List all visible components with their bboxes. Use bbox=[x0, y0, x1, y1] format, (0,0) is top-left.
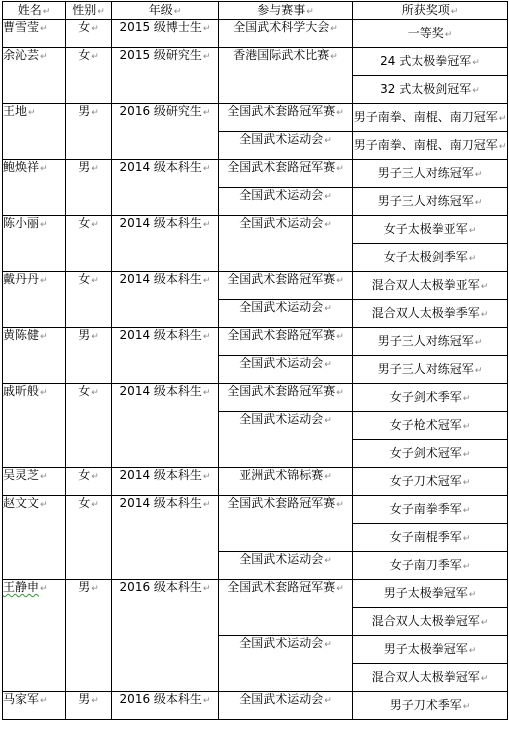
award-cell: 一等奖↵ bbox=[353, 20, 508, 48]
competition-cell: 全国武术运动会↵ bbox=[219, 188, 353, 216]
student-gender-cell: 男↵ bbox=[66, 692, 112, 720]
header-cell: 年级↵ bbox=[112, 2, 219, 20]
student-grade-cell: 2015 级博士生↵ bbox=[112, 20, 219, 48]
student-name-cell: 陈小丽↵ bbox=[3, 216, 66, 272]
header-cell: 所获奖项↵ bbox=[353, 2, 508, 20]
award-cell: 24 式太极拳冠军↵ bbox=[353, 48, 508, 76]
student-gender-cell: 女↵ bbox=[66, 496, 112, 580]
student-gender-cell: 女↵ bbox=[66, 216, 112, 272]
table-row bbox=[3, 580, 508, 608]
awards-table-body bbox=[3, 20, 508, 720]
table-row bbox=[3, 216, 508, 244]
student-grade-cell: 2014 级本科生↵ bbox=[112, 272, 219, 328]
competition-cell: 全国武术运动会↵ bbox=[219, 216, 353, 272]
student-name-cell: 马家军↵ bbox=[3, 692, 66, 720]
student-grade-cell: 2014 级本科生↵ bbox=[112, 468, 219, 496]
award-cell: 男子三人对练冠军↵ bbox=[353, 160, 508, 188]
competition-cell: 全国武术运动会↵ bbox=[219, 132, 353, 160]
award-cell: 男子太极拳冠军↵ bbox=[353, 636, 508, 664]
award-cell: 混合双人太极拳冠军↵ bbox=[353, 608, 508, 636]
student-name-cell: 戴丹丹↵ bbox=[3, 272, 66, 328]
table-row bbox=[3, 48, 508, 76]
student-gender-cell: 女↵ bbox=[66, 272, 112, 328]
student-grade-cell: 2014 级本科生↵ bbox=[112, 160, 219, 216]
award-cell: 女子刀术冠军↵ bbox=[353, 468, 508, 496]
student-name-cell: 余沁芸↵ bbox=[3, 48, 66, 104]
header-cell: 姓名↵ bbox=[3, 2, 66, 20]
award-cell: 男子三人对练冠军↵ bbox=[353, 328, 508, 356]
student-grade-cell: 2014 级本科生↵ bbox=[112, 496, 219, 580]
table-row bbox=[3, 272, 508, 300]
student-name-cell: 王地↵ bbox=[3, 104, 66, 160]
student-grade-cell: 2016 级研究生↵ bbox=[112, 104, 219, 160]
student-grade-cell: 2016 级本科生↵ bbox=[112, 692, 219, 720]
award-cell: 男子南拳、南棍、南刀冠军↵ bbox=[353, 104, 508, 132]
award-cell: 女子南刀季军↵ bbox=[353, 552, 508, 580]
competition-cell: 全国武术套路冠军赛↵ bbox=[219, 384, 353, 412]
competition-cell: 全国武术套路冠军赛↵ bbox=[219, 580, 353, 636]
student-grade-cell: 2014 级本科生↵ bbox=[112, 384, 219, 468]
competition-cell: 全国武术套路冠军赛↵ bbox=[219, 160, 353, 188]
award-cell: 男子三人对练冠军↵ bbox=[353, 188, 508, 216]
student-gender-cell: 男↵ bbox=[66, 104, 112, 160]
student-name-cell: 曹雪莹↵ bbox=[3, 20, 66, 48]
table-row bbox=[3, 692, 508, 720]
competition-cell: 全国武术运动会↵ bbox=[219, 412, 353, 468]
table-row bbox=[3, 328, 508, 356]
competition-cell: 全国武术套路冠军赛↵ bbox=[219, 496, 353, 552]
student-grade-cell: 2014 级本科生↵ bbox=[112, 216, 219, 272]
student-name-cell: 鲍焕祥↵ bbox=[3, 160, 66, 216]
competition-cell: 全国武术科学大会↵ bbox=[219, 20, 353, 48]
competition-cell: 全国武术套路冠军赛↵ bbox=[219, 328, 353, 356]
student-gender-cell: 女↵ bbox=[66, 468, 112, 496]
award-cell: 32 式太极剑冠军↵ bbox=[353, 76, 508, 104]
competition-cell: 全国武术运动会↵ bbox=[219, 356, 353, 384]
award-cell: 女子剑术季军↵ bbox=[353, 384, 508, 412]
student-name-cell: 吴灵芝↵ bbox=[3, 468, 66, 496]
table-row bbox=[3, 160, 508, 188]
table-row bbox=[3, 496, 508, 524]
award-cell: 混合双人太极拳季军↵ bbox=[353, 300, 508, 328]
student-grade-cell: 2016 级本科生↵ bbox=[112, 580, 219, 692]
competition-cell: 全国武术套路冠军赛↵ bbox=[219, 272, 353, 300]
student-name-cell: 黄陈健↵ bbox=[3, 328, 66, 384]
competition-cell: 全国武术运动会↵ bbox=[219, 636, 353, 692]
competition-cell: 香港国际武术比赛↵ bbox=[219, 48, 353, 104]
award-cell: 男子太极拳冠军↵ bbox=[353, 580, 508, 608]
award-cell: 男子三人对练冠军↵ bbox=[353, 356, 508, 384]
competition-cell: 全国武术运动会↵ bbox=[219, 692, 353, 720]
award-cell: 混合双人太极拳冠军↵ bbox=[353, 664, 508, 692]
student-gender-cell: 女↵ bbox=[66, 384, 112, 468]
award-cell: 混合双人太极拳亚军↵ bbox=[353, 272, 508, 300]
award-cell: 女子南棍季军↵ bbox=[353, 524, 508, 552]
award-cell: 男子南拳、南棍、南刀冠军↵ bbox=[353, 132, 508, 160]
student-gender-cell: 男↵ bbox=[66, 580, 112, 692]
student-grade-cell: 2015 级研究生↵ bbox=[112, 48, 219, 104]
competition-cell: 亚洲武术锦标赛↵ bbox=[219, 468, 353, 496]
header-cell: 性别↵ bbox=[66, 2, 112, 20]
student-name-cell: 戚昕般↵ bbox=[3, 384, 66, 468]
student-gender-cell: 男↵ bbox=[66, 328, 112, 384]
competition-cell: 全国武术运动会↵ bbox=[219, 552, 353, 580]
award-cell: 女子太极拳亚军↵ bbox=[353, 216, 508, 244]
table-row bbox=[3, 104, 508, 132]
award-cell: 女子剑术冠军↵ bbox=[353, 440, 508, 468]
student-name-cell: 王静申↵ bbox=[3, 580, 66, 692]
award-cell: 女子枪术冠军↵ bbox=[353, 412, 508, 440]
award-cell: 女子南拳季军↵ bbox=[353, 496, 508, 524]
table-row bbox=[3, 20, 508, 48]
header-row bbox=[3, 2, 508, 20]
award-cell: 女子太极剑季军↵ bbox=[353, 244, 508, 272]
table-row bbox=[3, 384, 508, 412]
student-gender-cell: 女↵ bbox=[66, 20, 112, 48]
table-row bbox=[3, 468, 508, 496]
competition-cell: 全国武术运动会↵ bbox=[219, 300, 353, 328]
student-gender-cell: 男↵ bbox=[66, 160, 112, 216]
competition-cell: 全国武术套路冠军赛↵ bbox=[219, 104, 353, 132]
award-cell: 男子刀术季军↵ bbox=[353, 692, 508, 720]
header-cell: 参与赛事↵ bbox=[219, 2, 353, 20]
student-gender-cell: 女↵ bbox=[66, 48, 112, 104]
student-name-cell: 赵文文↵ bbox=[3, 496, 66, 580]
student-grade-cell: 2014 级本科生↵ bbox=[112, 328, 219, 384]
awards-table bbox=[2, 1, 508, 720]
